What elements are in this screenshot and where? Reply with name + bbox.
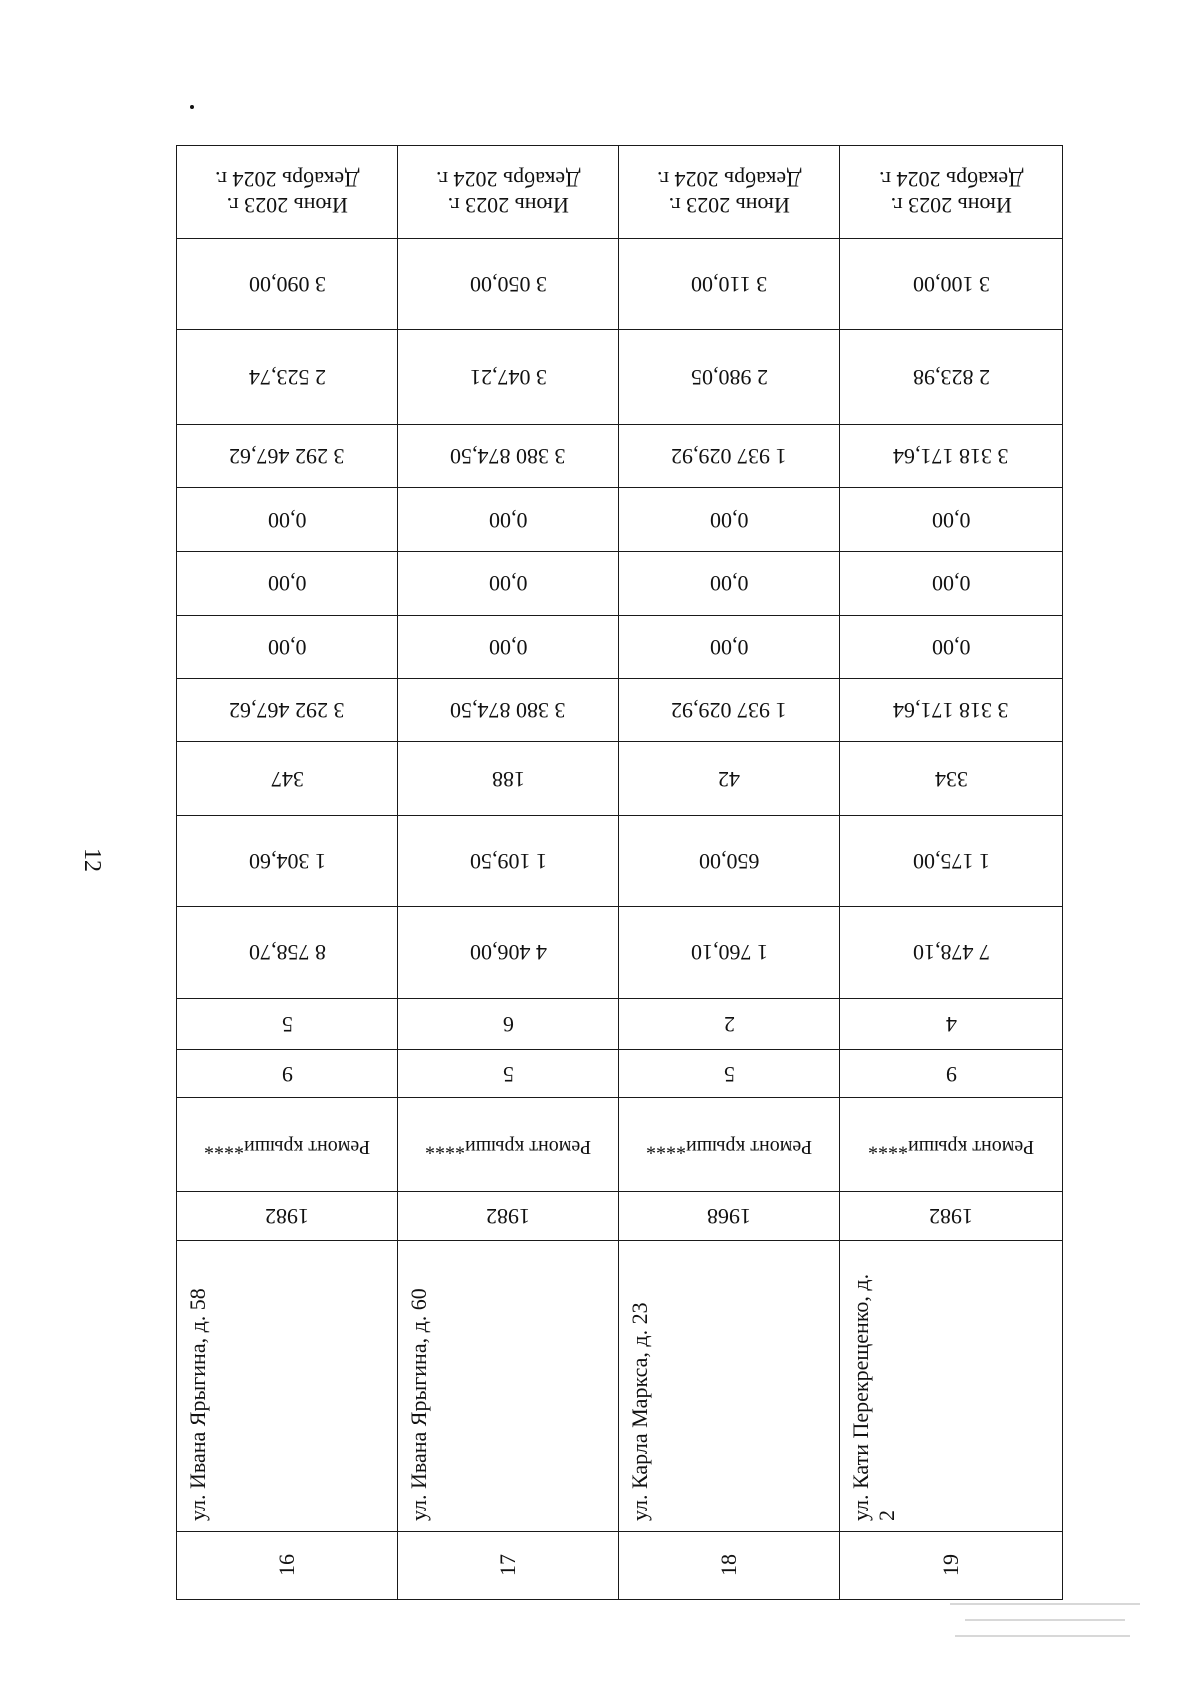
period-row [177,146,1063,239]
price-text: 3 050,00 [469,271,547,297]
total-cost-cell [398,424,619,487]
year-text: 1968 [707,1204,751,1230]
zero-cell-3 [177,615,398,678]
specific-cost-cell [398,329,619,424]
period-line: Июнь 2023 г. [447,193,569,219]
address-cell [619,1240,840,1531]
period-line: Июнь 2023 г. [226,193,348,219]
year-text: 1982 [265,1204,309,1230]
price-text: 3 100,00 [912,271,990,297]
floors-row [177,1049,1063,1097]
total-cost-2-text: 3 380 874,50 [450,697,566,723]
address-text: ул. Ивана Ярыгина, д. 60 [406,1287,431,1521]
entrances-text: 5 [281,1011,293,1037]
zero-1-text: 0,00 [488,507,528,533]
total-cost-cell [177,424,398,487]
zero-3-row [177,615,1063,678]
period-cell [398,146,619,239]
zero-1-text: 0,00 [267,507,307,533]
period-line: Декабрь 2024 г. [656,167,802,193]
entrances-cell [619,998,840,1049]
total-cost-2-text: 3 292 467,62 [229,697,345,723]
area2-text: 4 406,00 [469,940,547,966]
zero-cell-2 [398,552,619,615]
specific-cost-cell [840,329,1063,424]
area2-cell [398,906,619,998]
zero-3-text: 0,00 [709,634,749,660]
work-type-cell [619,1098,840,1192]
total-cost-text: 3 380 874,50 [450,444,566,470]
period-cell [177,146,398,239]
count-cell [840,741,1063,815]
row-index-text: 17 [495,1554,520,1577]
floors-cell [177,1049,398,1097]
work-type-text: Ремонт крыши**** [424,1135,592,1158]
period-cell [619,146,840,239]
price-text: 3 110,00 [690,271,768,297]
specific-cost-text: 3 047,21 [469,364,547,390]
zero-cell-2 [840,552,1063,615]
zero-3-text: 0,00 [267,634,307,660]
zero-3-text: 0,00 [488,634,528,660]
zero-cell-2 [619,552,840,615]
area-cell [398,816,619,906]
zero-1-row [177,488,1063,552]
entrances-text: 4 [945,1011,957,1037]
area-text: 1 109,50 [469,848,547,874]
area-row [177,816,1063,906]
address-text: ул. Ивана Ярыгина, д. 58 [185,1287,210,1521]
work-type-cell [177,1098,398,1192]
work-type-text: Ремонт крыши**** [645,1135,813,1158]
zero-1-text: 0,00 [709,507,749,533]
entrances-cell [398,998,619,1049]
work-type-row [177,1098,1063,1192]
period-line: Декабрь 2024 г. [214,167,360,193]
total-cost-cell [840,424,1063,487]
zero-cell-3 [840,615,1063,678]
scan-dot [190,105,194,109]
index-cell [840,1531,1063,1599]
price-text: 3 090,00 [248,271,326,297]
total-cost-cell [619,424,840,487]
faint-stamp [945,1595,1160,1655]
floors-text: 9 [945,1061,957,1087]
area2-text: 8 758,70 [248,940,326,966]
address-row [177,1240,1063,1531]
period-line: Июнь 2023 г. [668,193,790,219]
index-cell [177,1531,398,1599]
row-index-text: 16 [274,1554,299,1577]
year-cell [398,1192,619,1240]
area2-cell [177,906,398,998]
area2-text: 7 478,10 [912,940,990,966]
price-cell [177,239,398,329]
index-cell [619,1531,840,1599]
index-cell [398,1531,619,1599]
specific-cost-cell [177,329,398,424]
address-text: ул. Карла Маркса, д. 23 [627,1302,652,1521]
address-cell [840,1240,1063,1531]
zero-2-text: 0,00 [488,571,528,597]
zero-3-text: 0,00 [931,634,971,660]
total-cost-cell-2 [177,678,398,741]
zero-1-text: 0,00 [931,507,971,533]
count-text: 42 [718,766,740,792]
total-cost-2-row [177,678,1063,741]
period-text [215,166,359,218]
zero-cell-2 [177,552,398,615]
work-type-cell [840,1098,1063,1192]
area2-cell [840,906,1063,998]
period-line: Декабрь 2024 г. [878,167,1024,193]
count-cell [619,741,840,815]
area-cell [840,816,1063,906]
row-index-text: 19 [938,1554,963,1577]
count-cell [177,741,398,815]
total-cost-cell-2 [398,678,619,741]
specific-cost-text: 2 980,05 [690,364,768,390]
total-cost-2-text: 3 318 171,64 [893,697,1009,723]
address-text: ул. Кати Перекрещенко, д. 2 [848,1273,899,1521]
specific-cost-row [177,329,1063,424]
count-text: 347 [270,766,304,792]
year-text: 1982 [929,1204,973,1230]
work-type-text: Ремонт крыши**** [203,1135,371,1158]
count-row [177,741,1063,815]
area-cell [619,816,840,906]
period-text [436,166,580,218]
total-cost-cell-2 [840,678,1063,741]
count-text: 188 [491,766,525,792]
zero-cell-1 [619,488,840,552]
zero-2-row [177,552,1063,615]
entrances-cell [840,998,1063,1049]
floors-text: 9 [281,1061,293,1087]
address-cell [398,1240,619,1531]
floors-text: 5 [502,1061,514,1087]
total-cost-text: 3 318 171,64 [893,444,1009,470]
address-cell [177,1240,398,1531]
area-text: 1 175,00 [912,848,990,874]
floors-cell [398,1049,619,1097]
year-cell [619,1192,840,1240]
count-cell [398,741,619,815]
total-cost-row [177,424,1063,487]
work-type-text: Ремонт крыши**** [867,1135,1035,1158]
repair-register-table [176,145,1062,1600]
area2-cell [619,906,840,998]
area-cell [177,816,398,906]
entrances-text: 2 [723,1011,735,1037]
floors-cell [619,1049,840,1097]
total-cost-text: 3 292 467,62 [229,444,345,470]
price-cell [398,239,619,329]
zero-2-text: 0,00 [267,571,307,597]
year-cell [840,1192,1063,1240]
index-row [177,1531,1063,1599]
entrances-row [177,998,1063,1049]
area2-row [177,906,1063,998]
period-cell [840,146,1063,239]
entrances-text: 6 [502,1011,514,1037]
zero-cell-1 [177,488,398,552]
year-text: 1982 [486,1204,530,1230]
entrances-cell [177,998,398,1049]
zero-cell-3 [619,615,840,678]
price-cell [840,239,1063,329]
total-cost-cell-2 [619,678,840,741]
period-line: Июнь 2023 г. [890,193,1012,219]
zero-2-text: 0,00 [709,571,749,597]
period-line: Декабрь 2024 г. [435,167,581,193]
total-cost-text: 1 937 029,92 [671,444,787,470]
floors-cell [840,1049,1063,1097]
year-cell [177,1192,398,1240]
area2-text: 1 760,10 [690,940,768,966]
zero-cell-1 [398,488,619,552]
specific-cost-text: 2 523,74 [248,364,326,390]
work-type-cell [398,1098,619,1192]
price-row [177,239,1063,329]
floors-text: 5 [723,1061,735,1087]
zero-cell-3 [398,615,619,678]
count-text: 334 [934,766,968,792]
area-text: 1 304,60 [248,848,326,874]
area-text: 650,00 [698,848,760,874]
period-text [879,166,1023,218]
price-cell [619,239,840,329]
zero-2-text: 0,00 [931,571,971,597]
specific-cost-text: 2 823,98 [912,364,990,390]
zero-cell-1 [840,488,1063,552]
period-text [657,166,801,218]
year-row [177,1192,1063,1240]
page-number: 12 [79,848,105,872]
row-index-text: 18 [716,1554,741,1577]
specific-cost-cell [619,329,840,424]
total-cost-2-text: 1 937 029,92 [671,697,787,723]
